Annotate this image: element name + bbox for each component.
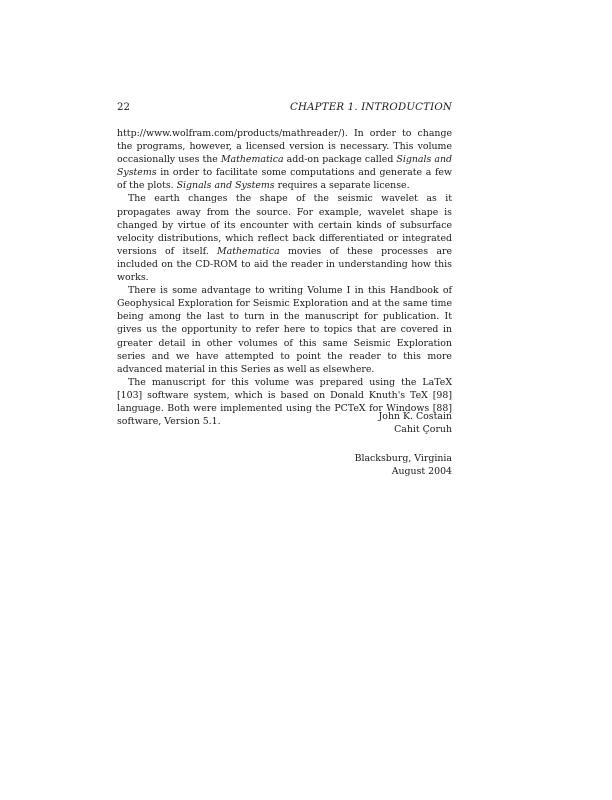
emphasis-signals-and-systems: Signals and Systems [117, 154, 452, 179]
paragraph-2-text-a: The earth changes the shape of the seismic wavelet as it propagates away from the source. For example, wavelet shape is changed by virtue of its encounter with certain kinds of subsurface velocity distributions, which reflect back differentiated or integrated versions of itself. [117, 193, 452, 257]
date: August 2004 [391, 466, 452, 478]
signature-block [252, 410, 452, 436]
paragraph-1 [117, 127, 452, 192]
paragraph-2-text-b: movies of these processes are included on the CD-ROM to aid the reader in understanding how this works. [117, 245, 452, 284]
paragraph-2 [117, 192, 452, 284]
running-head [117, 101, 452, 115]
place: Blacksburg, Virginia [354, 453, 452, 464]
paragraph-4: The manuscript for this volume was prepared using the LaTeX [103] software system, which is based on Donald Knuth's TeX [98] language. Both were implemented using the PCTeX for Windows [88] software, Version 5.1. [117, 376, 452, 428]
emphasis-signals-and-systems-2: Signals and Systems [176, 180, 275, 192]
page-number: 22 [117, 102, 130, 113]
author-name-2: Cahit Çoruh [394, 424, 452, 436]
paragraph-1-text-d: requires a separate license. [274, 180, 410, 192]
chapter-heading: CHAPTER 1. INTRODUCTION [290, 102, 452, 113]
emphasis-mathematica-2: Mathematica [217, 245, 280, 257]
body-text [117, 127, 452, 428]
paragraph-3: There is some advantage to writing Volume I in this Handbook of Geophysical Exploration for Seismic Exploration and at the same time being among the last to turn in the manuscript for publication. It gives us the opportunity to refer here to topics that are covered in greater detail in other volumes of this same Seismic Exploration series and we have attempted to point the reader to this more advanced material in this Series as well as elsewhere. [117, 285, 452, 375]
paragraph-1-text-a: http://www.wolfram.com/products/mathreader/). In order to change the programs, however, a licensed version is necessary. This volume occasionally uses the [117, 128, 452, 166]
emphasis-mathematica: Mathematica [220, 154, 284, 166]
paragraph-1-text-c: in order to facilitate some computations and generate a few of the plots. [117, 167, 452, 192]
paragraph-1-text-b: add-on package called [283, 154, 397, 166]
author-name-1: John K. Costain [378, 411, 452, 422]
place-date-block [252, 452, 452, 478]
